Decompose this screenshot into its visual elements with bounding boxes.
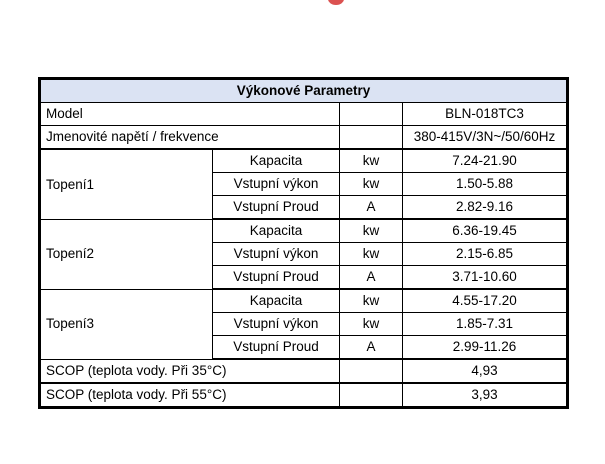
unit-label: kw [340, 289, 403, 313]
group-topeni1-label: Topení1 [40, 149, 213, 219]
value-cell: 3.71-10.60 [403, 266, 568, 290]
value-cell: 4.55-17.20 [403, 289, 568, 313]
model-value: BLN-018TC3 [403, 103, 568, 126]
param-label: Vstupní výkon [213, 173, 340, 196]
param-label: Vstupní Proud [213, 336, 340, 360]
group-topeni2-label: Topení2 [40, 219, 213, 289]
scop-35-label: SCOP (teplota vody. Při 35°C) [40, 359, 340, 383]
param-label: Vstupní výkon [213, 313, 340, 336]
value-cell: 2.99-11.26 [403, 336, 568, 360]
unit-label: kw [340, 313, 403, 336]
unit-label: kw [340, 149, 403, 173]
model-unit-cell [340, 103, 403, 126]
unit-label: A [340, 196, 403, 220]
table-title: Výkonové Parametry [40, 79, 568, 103]
param-label: Kapacita [213, 149, 340, 173]
scop-55-value: 3,93 [403, 383, 568, 408]
table-row [40, 289, 568, 313]
performance-parameters-table [38, 77, 569, 409]
table-row [40, 149, 568, 173]
voltage-frequency-unit-cell [340, 126, 403, 150]
unit-label: kw [340, 219, 403, 243]
unit-label: kw [340, 243, 403, 266]
value-cell: 6.36-19.45 [403, 219, 568, 243]
unit-label: kw [340, 173, 403, 196]
scop-55-label: SCOP (teplota vody. Při 55°C) [40, 383, 340, 408]
group-topeni3-label: Topení3 [40, 289, 213, 359]
model-row [40, 103, 568, 126]
value-cell: 2.82-9.16 [403, 196, 568, 220]
value-cell: 1.85-7.31 [403, 313, 568, 336]
param-label: Vstupní výkon [213, 243, 340, 266]
value-cell: 2.15-6.85 [403, 243, 568, 266]
scop-35-row [40, 359, 568, 383]
unit-label: A [340, 336, 403, 360]
scop-55-unit-cell [340, 383, 403, 408]
voltage-frequency-row [40, 126, 568, 150]
param-label: Kapacita [213, 219, 340, 243]
value-cell: 7.24-21.90 [403, 149, 568, 173]
unit-label: A [340, 266, 403, 290]
title-row [40, 79, 568, 103]
scop-55-row [40, 383, 568, 408]
value-cell: 1.50-5.88 [403, 173, 568, 196]
voltage-frequency-label: Jmenovité napětí / frekvence [40, 126, 340, 150]
param-label: Vstupní Proud [213, 266, 340, 290]
param-label: Kapacita [213, 289, 340, 313]
scop-35-value: 4,93 [403, 359, 568, 383]
table-row [40, 219, 568, 243]
scop-35-unit-cell [340, 359, 403, 383]
voltage-frequency-value: 380-415V/3N~/50/60Hz [403, 126, 568, 150]
red-dot-decoration [328, 0, 344, 5]
param-label: Vstupní Proud [213, 196, 340, 220]
model-label: Model [40, 103, 340, 126]
